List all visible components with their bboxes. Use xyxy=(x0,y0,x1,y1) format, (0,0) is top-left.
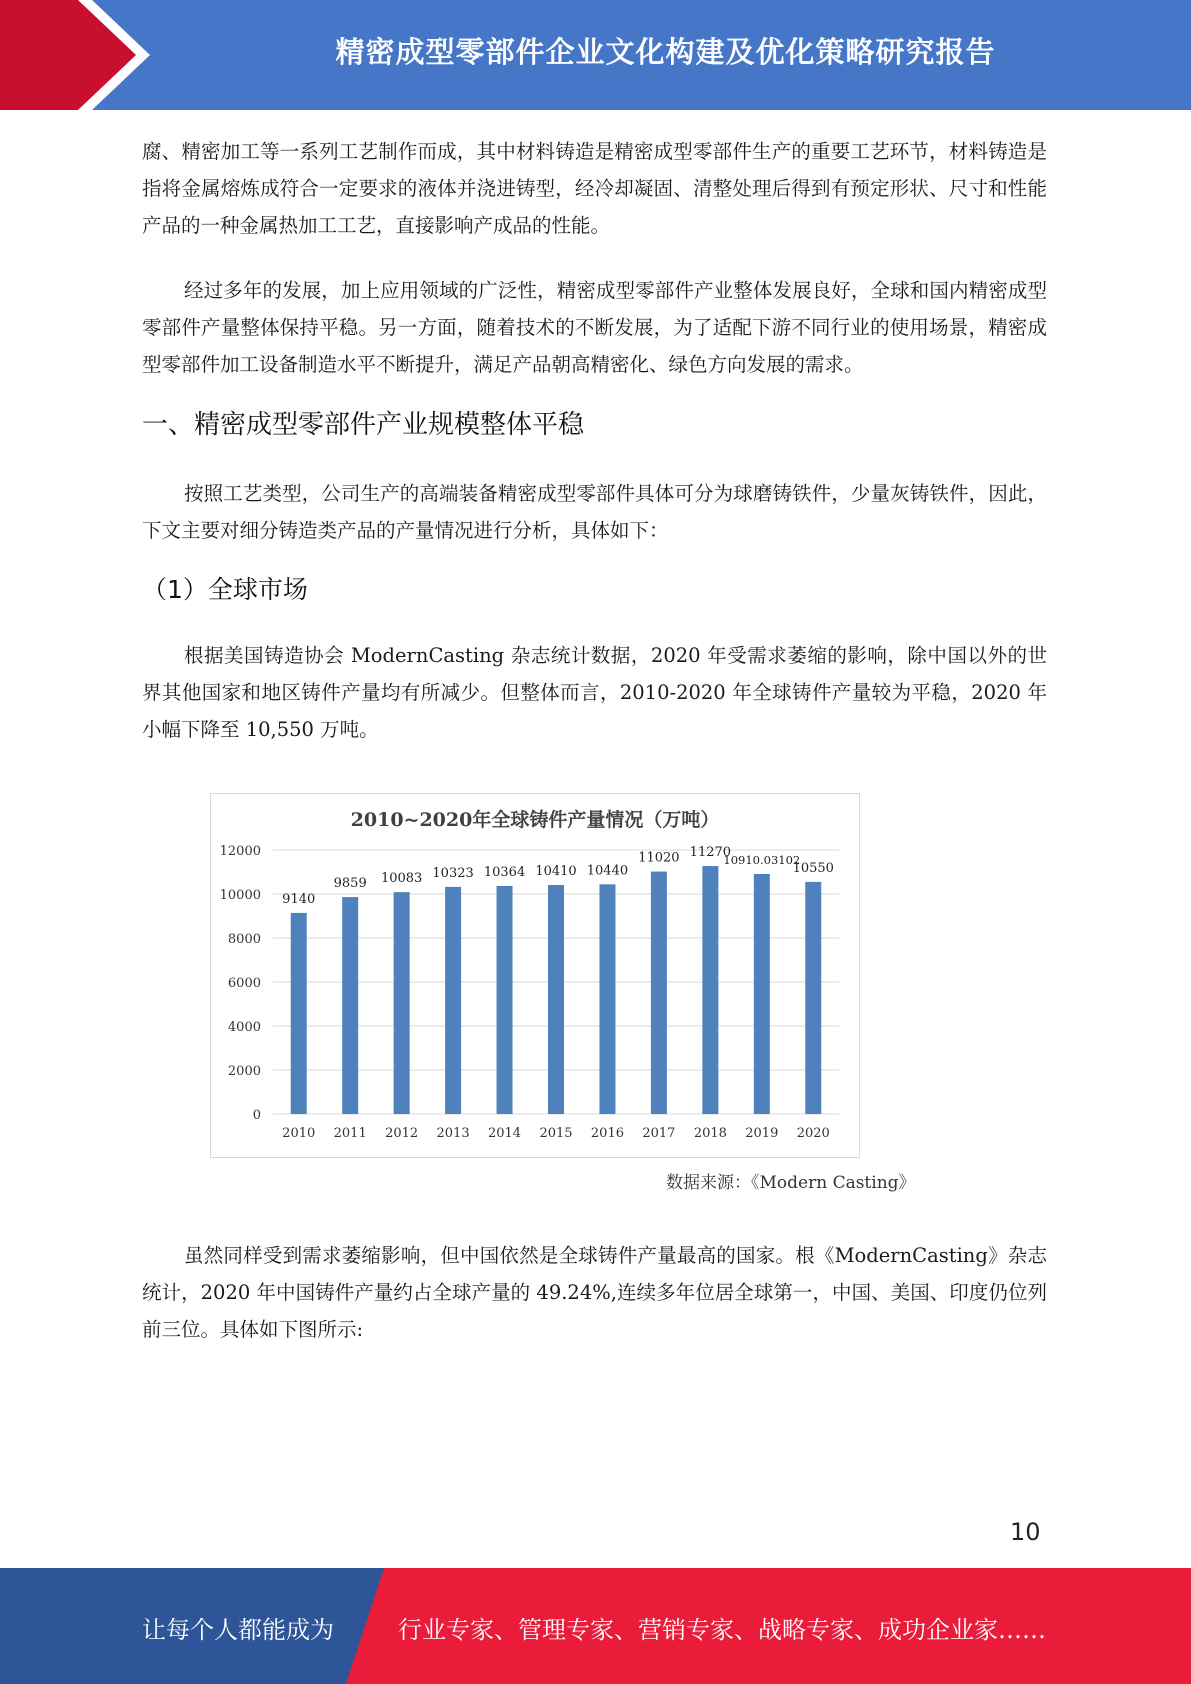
chart-x-tick-label: 2015 xyxy=(539,1126,573,1141)
chart-bar xyxy=(754,874,770,1114)
chart-y-tick-label: 12000 xyxy=(219,844,261,859)
chart-data-label: 10323 xyxy=(432,865,474,881)
chart-x-tick-label: 2012 xyxy=(385,1126,419,1141)
chart-x-tick-label: 2011 xyxy=(333,1126,367,1141)
chart-y-tick-label: 4000 xyxy=(227,1020,261,1035)
chart-y-tick-label: 10000 xyxy=(219,888,261,903)
chart-bar xyxy=(805,882,821,1114)
footer-slogan-left: 让每个人都能成为 xyxy=(142,1616,334,1644)
chart-data-label: 10550 xyxy=(792,860,834,876)
paragraph-2: 经过多年的发展，加上应用领域的广泛性，精密成型零部件产业整体发展良好，全球和国内精密成型零部件产量整体保持平稳。另一方面，随着技术的不断发展，为了适配下游不同行业的使用场景，精密成型零部件加工设备制造水平不断提升，满足产品朝高精密化、绿色方向发展的需求。 xyxy=(142,279,1047,376)
chart-x-tick-label: 2010 xyxy=(282,1126,316,1141)
chart-bar xyxy=(651,872,667,1114)
chart-data-label: 9140 xyxy=(282,891,316,907)
paragraph-4: 根据美国铸造协会 ModernCasting 杂志统计数据，2020 年受需求萎缩的影响，除中国以外的世界其他国家和地区铸件产量均有所减少。但整体而言，2010-2020 年全球铸件产量较为平稳，2020 年小幅下降至 10,550 万吨。 xyxy=(142,644,1047,741)
chart-x-ticks xyxy=(282,1126,830,1141)
page-number: 10 xyxy=(1010,1518,1041,1546)
paragraph-3: 按照工艺类型，公司生产的高端装备精密成型零部件具体可分为球磨铸铁件，少量灰铸铁件，因此，下文主要对细分铸造类产品的产量情况进行分析，具体如下： xyxy=(142,482,1047,542)
chart-bar xyxy=(445,887,461,1114)
chart-y-tick-label: 8000 xyxy=(227,932,261,947)
chart-data-label: 11020 xyxy=(638,850,680,866)
chart-source: 数据来源：《Modern Casting》 xyxy=(666,1173,916,1193)
chart-bar xyxy=(548,885,564,1114)
chart-data-label: 9859 xyxy=(333,876,367,892)
chart-x-tick-label: 2020 xyxy=(796,1126,830,1141)
page-header xyxy=(0,0,1191,110)
chart-x-tick-label: 2013 xyxy=(436,1126,470,1141)
chart-data-label: 10410 xyxy=(535,863,577,879)
footer-slogan-right: 行业专家、管理专家、营销专家、战略专家、成功企业家…… xyxy=(398,1616,1046,1644)
header-chevron-red xyxy=(0,0,136,110)
chart-data-label: 10083 xyxy=(380,871,423,887)
chart-bar xyxy=(394,892,410,1114)
chart-title: 2010~2020年全球铸件产量情况（万吨） xyxy=(350,809,720,831)
production-chart xyxy=(210,793,860,1158)
chart-data-label: 10364 xyxy=(483,864,526,880)
chart-bar xyxy=(342,897,358,1114)
chart-bar xyxy=(291,913,307,1114)
paragraph-1: 腐、精密加工等一系列工艺制作而成，其中材料铸造是精密成型零部件生产的重要工艺环节，材料铸造是指将金属熔炼成符合一定要求的液体并浇进铸型，经冷却凝固、清整处理后得到有预定形状、尺寸和性能产品的一种金属热加工工艺，直接影响产成品的性能。 xyxy=(142,140,1047,237)
section-heading-2: （1）全球市场 xyxy=(142,575,308,604)
chart-data-label: 11270 xyxy=(689,845,732,861)
chart-data-label: 10910.03102 xyxy=(723,852,801,867)
chart-x-tick-label: 2016 xyxy=(590,1126,625,1141)
chart-canvas xyxy=(211,794,859,1157)
chart-y-ticks xyxy=(220,844,261,1123)
chart-y-tick-label: 6000 xyxy=(227,976,261,991)
chart-x-tick-label: 2017 xyxy=(642,1126,676,1141)
chart-x-tick-label: 2019 xyxy=(745,1126,779,1141)
chart-x-tick-label: 2018 xyxy=(693,1126,727,1141)
chart-y-tick-label: 2000 xyxy=(227,1064,261,1079)
chart-bar xyxy=(599,884,615,1114)
chart-x-tick-label: 2014 xyxy=(487,1126,522,1141)
header-title: 精密成型零部件企业文化构建及优化策略研究报告 xyxy=(335,34,996,69)
chart-bar xyxy=(497,886,513,1114)
chart-data-label: 10440 xyxy=(586,863,629,879)
chart-y-tick-label: 0 xyxy=(252,1108,261,1123)
chart-bar xyxy=(702,866,718,1114)
paragraph-5: 虽然同样受到需求萎缩影响，但中国依然是全球铸件产量最高的国家。根《ModernCasting》杂志统计，2020 年中国铸件产量约占全球产量的 49.24%,连续多年位居全球第一，中国、美国、印度仍位列前三位。具体如下图所示: xyxy=(142,1244,1047,1341)
section-heading-1: 一、精密成型零部件产业规模整体平稳 xyxy=(142,410,585,440)
